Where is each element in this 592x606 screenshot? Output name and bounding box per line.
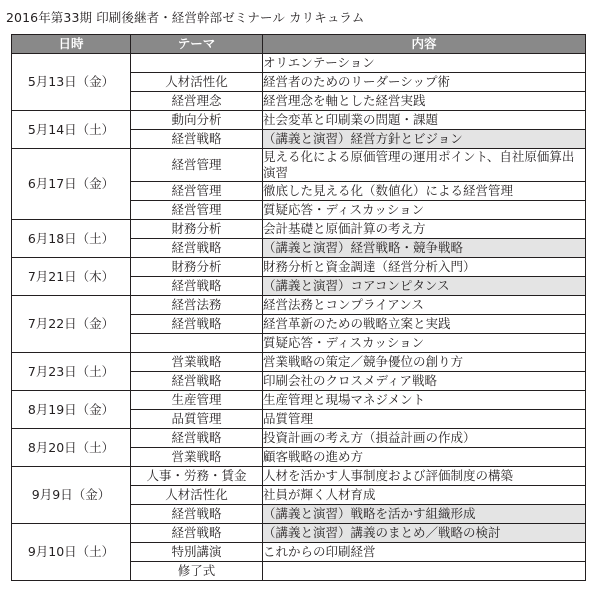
row-content: 品質管理 [263, 410, 586, 429]
table-row [12, 220, 586, 239]
row-theme: 経営戦略 [131, 239, 263, 258]
row-theme: 経営戦略 [131, 429, 263, 448]
row-theme: 品質管理 [131, 410, 263, 429]
row-theme: 人材活性化 [131, 486, 263, 505]
row-theme: 経営戦略 [131, 315, 263, 334]
row-theme [131, 334, 263, 353]
row-theme: 生産管理 [131, 391, 263, 410]
row-content: 経営者のためのリーダーシップ術 [263, 73, 586, 92]
row-content: 生産管理と現場マネジメント [263, 391, 586, 410]
session-date: 7月21日（木） [12, 258, 131, 296]
row-theme: 経営戦略 [131, 505, 263, 524]
row-content: 顧客戦略の進め方 [263, 448, 586, 467]
row-content: 質疑応答・ディスカッション [263, 201, 586, 220]
table-body [12, 54, 586, 581]
session-date: 6月17日（金） [12, 149, 131, 220]
session-date: 9月9日（金） [12, 467, 131, 524]
row-content: 徹底した見える化（数値化）による経営管理 [263, 182, 586, 201]
row-theme: 経営戦略 [131, 277, 263, 296]
table-row [12, 391, 586, 410]
curriculum-table [11, 34, 586, 581]
row-content: （講義と演習）戦略を活かす組織形成 [263, 505, 586, 524]
row-content: （講義と演習）コアコンピタンス [263, 277, 586, 296]
table-row [12, 353, 586, 372]
session-date: 9月10日（土） [12, 524, 131, 581]
row-content: 印刷会社のクロスメディア戦略 [263, 372, 586, 391]
row-theme: 人材活性化 [131, 73, 263, 92]
row-content: 質疑応答・ディスカッション [263, 334, 586, 353]
row-content: 投資計画の考え方（損益計画の作成） [263, 429, 586, 448]
row-content: 会計基礎と原価計算の考え方 [263, 220, 586, 239]
header-theme: テーマ [131, 35, 263, 54]
row-theme: 経営理念 [131, 92, 263, 111]
page-title: 2016年第33期 印刷後継者・経営幹部ゼミナール カリキュラム [6, 10, 365, 25]
row-theme: 経営管理 [131, 182, 263, 201]
row-theme: 修了式 [131, 562, 263, 581]
row-theme: 特別講演 [131, 543, 263, 562]
row-content: 人材を活かす人事制度および評価制度の構築 [263, 467, 586, 486]
header-content: 内容 [263, 35, 586, 54]
row-theme [131, 54, 263, 73]
row-theme: 動向分析 [131, 111, 263, 130]
table-header [12, 35, 586, 54]
header-row [12, 35, 586, 54]
row-content: 経営革新のための戦略立案と実践 [263, 315, 586, 334]
session-date: 7月22日（金） [12, 296, 131, 353]
row-content: オリエンテーション [263, 54, 586, 73]
row-content: 社会変革と印刷業の問題・課題 [263, 111, 586, 130]
row-content: （講義と演習）経営戦略・競争戦略 [263, 239, 586, 258]
row-theme: 経営管理 [131, 201, 263, 220]
row-content: 見える化による原価管理の運用ポイント、自社原価算出演習 [263, 149, 586, 182]
table-row [12, 111, 586, 130]
row-content [263, 562, 586, 581]
row-theme: 財務分析 [131, 220, 263, 239]
row-theme: 経営管理 [131, 149, 263, 182]
row-theme: 人事・労務・賃金 [131, 467, 263, 486]
row-theme: 経営戦略 [131, 130, 263, 149]
session-date: 5月14日（土） [12, 111, 131, 149]
header-date: 日時 [12, 35, 131, 54]
table-row [12, 54, 586, 73]
row-content: 経営法務とコンプライアンス [263, 296, 586, 315]
row-content: （講義と演習）経営方針とビジョン [263, 130, 586, 149]
row-theme: 営業戦略 [131, 448, 263, 467]
session-date: 7月23日（土） [12, 353, 131, 391]
session-date: 8月20日（土） [12, 429, 131, 467]
table-row [12, 258, 586, 277]
session-date: 6月18日（土） [12, 220, 131, 258]
row-theme: 営業戦略 [131, 353, 263, 372]
table-row [12, 524, 586, 543]
row-content: 営業戦略の策定／競争優位の創り方 [263, 353, 586, 372]
row-content: （講義と演習）講義のまとめ／戦略の検討 [263, 524, 586, 543]
session-date: 5月13日（金） [12, 54, 131, 111]
row-theme: 経営法務 [131, 296, 263, 315]
row-content: 経営理念を軸とした経営実践 [263, 92, 586, 111]
row-content: 財務分析と資金調達（経営分析入門） [263, 258, 586, 277]
row-content: これからの印刷経営 [263, 543, 586, 562]
row-theme: 財務分析 [131, 258, 263, 277]
row-theme: 経営戦略 [131, 372, 263, 391]
row-content: 社員が輝く人材育成 [263, 486, 586, 505]
row-theme: 経営戦略 [131, 524, 263, 543]
table-row [12, 467, 586, 486]
table-row [12, 429, 586, 448]
table-row [12, 149, 586, 182]
table-row [12, 296, 586, 315]
session-date: 8月19日（金） [12, 391, 131, 429]
